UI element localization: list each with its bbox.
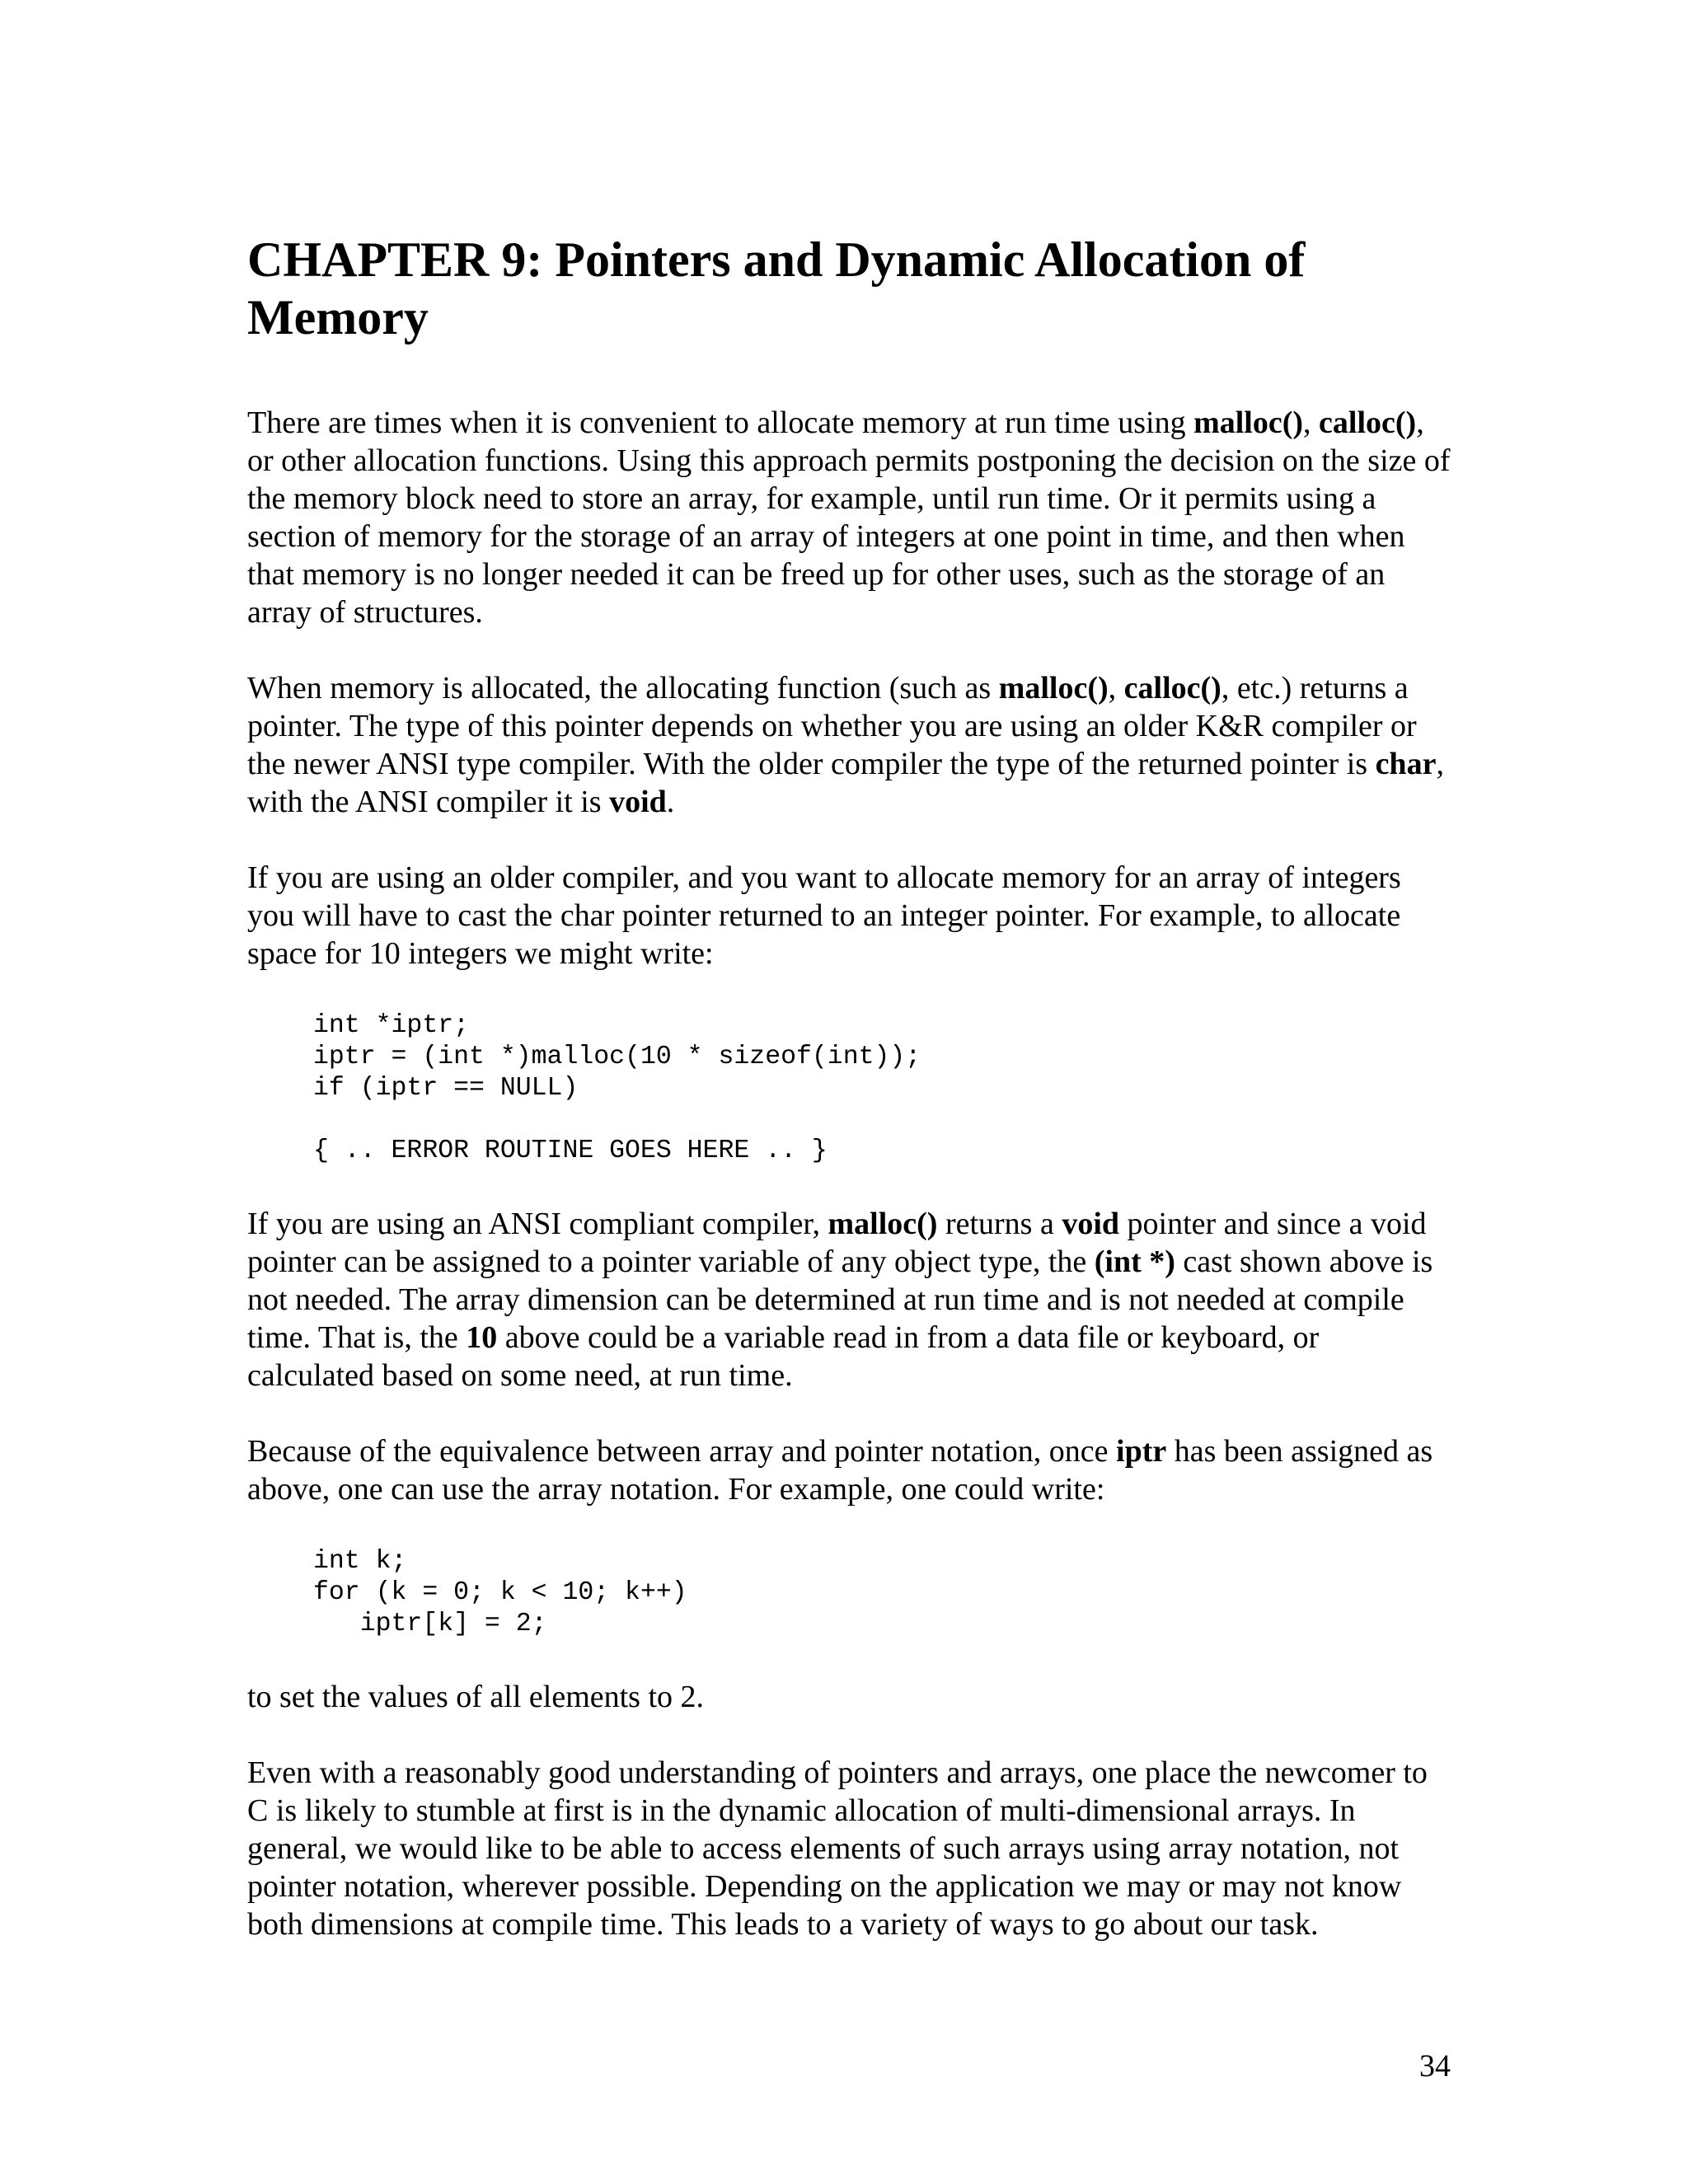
- paragraph-set-values: to set the values of all elements to 2.: [247, 1680, 705, 1714]
- bold-term-malloc: malloc(): [828, 1207, 938, 1241]
- text: When memory is allocated, the allocating function (such as: [247, 671, 999, 705]
- bold-term-char: char: [1375, 747, 1437, 781]
- paragraph-intro: [247, 404, 1451, 631]
- paragraph-return-pointer: [247, 669, 1451, 821]
- code-error-line: { .. ERROR ROUTINE GOES HERE .. }: [313, 1137, 828, 1165]
- text: There are times when it is convenient to allocate memory at run time using: [247, 405, 1194, 440]
- bold-term-malloc: malloc(): [998, 671, 1109, 705]
- text: , with the ANSI compiler it is: [247, 747, 1444, 819]
- code-lines: int *iptr; iptr = (int *)malloc(10 * sizeof(int)); if (iptr == NULL): [313, 1011, 921, 1103]
- text: ,: [1303, 405, 1320, 440]
- code-lines: int k; for (k = 0; k < 10; k++) iptr[k] = 2;: [313, 1547, 687, 1638]
- bold-term-10: 10: [466, 1320, 498, 1355]
- page-number: 34: [1419, 2049, 1451, 2083]
- text: , or other allocation functions. Using this approach permits postponing the decision on the size of the memory block need to store an array, for example, until run time. Or it permits using a section of memory for the storage of an array of integers at one point in time, and then when that memory is no longer needed it can be freed up for other uses, such as the storage of an array of structures.: [247, 405, 1451, 630]
- bold-term-int-cast: (int *): [1094, 1244, 1175, 1279]
- code-block-malloc: [313, 1010, 1451, 1167]
- bold-term-calloc: calloc(): [1319, 405, 1417, 440]
- bold-term-malloc: malloc(): [1193, 405, 1304, 440]
- text: .: [666, 785, 675, 819]
- text: above could be a variable read in from a data file or keyboard, or calculated based on some need, at run time.: [247, 1320, 1320, 1393]
- code-spacer: [313, 1104, 1451, 1136]
- paragraph-older-compiler: If you are using an older compiler, and you want to allocate memory for an array of integers you will have to cast the char pointer returned to an integer pointer. For example, to allocate space for 10 integers we might write:: [247, 860, 1401, 971]
- code-block-loop: [313, 1546, 1451, 1640]
- text: Because of the equivalence between array and pointer notation, once: [247, 1434, 1117, 1469]
- paragraph-multidimensional: Even with a reasonably good understanding of pointers and arrays, one place the newcomer to C is likely to stumble at first is in the dynamic allocation of multi-dimensional arrays. In general, we would like to be able to access elements of such arrays using array notation, not pointer notation, wherever possible. Depending on the application we may or may not know both dimensions at compile time. This leads to a variety of ways to go about our task.: [247, 1755, 1428, 1942]
- chapter-title: CHAPTER 9: Pointers and Dynamic Allocation of Memory: [247, 232, 1306, 344]
- text: cast shown above is not needed. The array dimension can be determined at run time and is not needed at compile time. That is, the: [247, 1244, 1433, 1355]
- bold-term-iptr: iptr: [1116, 1434, 1167, 1469]
- paragraph-array-notation: [247, 1432, 1451, 1508]
- text: pointer and since a void pointer can be assigned to a pointer variable of any object type, the: [247, 1207, 1427, 1279]
- text: returns a: [937, 1207, 1062, 1241]
- text: If you are using an ANSI compliant compiler,: [247, 1207, 828, 1241]
- paragraph-ansi-compiler: [247, 1205, 1451, 1394]
- text: ,: [1108, 671, 1124, 705]
- bold-term-void: void: [1062, 1207, 1120, 1241]
- text: has been assigned as above, one can use the array notation. For example, one could write:: [247, 1434, 1433, 1507]
- text: , etc.) returns a pointer. The type of this pointer depends on whether you are using an older K&R compiler or the newer ANSI type compiler. With the older compiler the type of the returned pointer is: [247, 671, 1417, 781]
- bold-term-calloc: calloc(): [1123, 671, 1221, 705]
- document-page: [247, 231, 1451, 1981]
- bold-term-void: void: [609, 785, 667, 819]
